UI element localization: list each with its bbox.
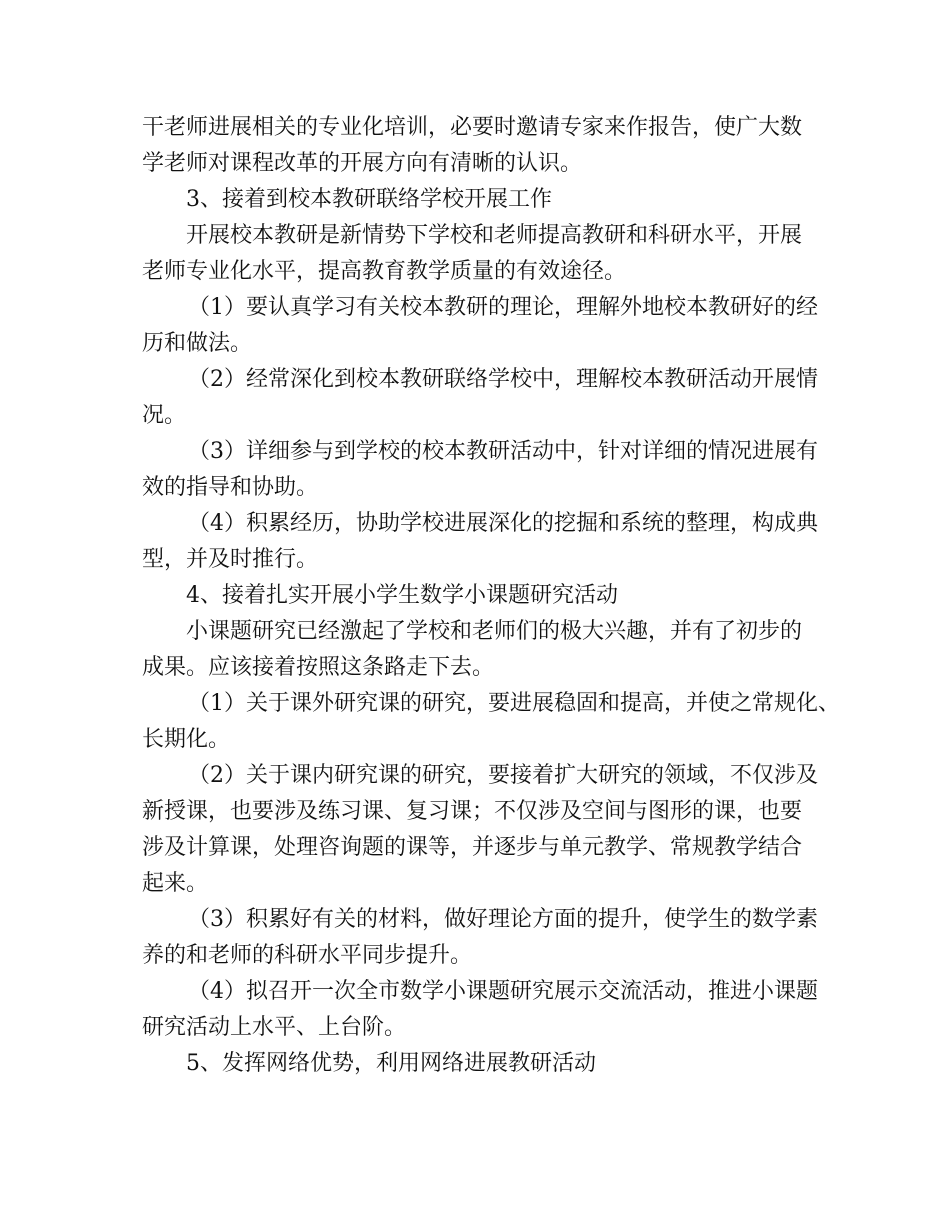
section-heading: 4、接着扎实开展小学生数学小课题研究活动: [186, 583, 618, 608]
document-body: [142, 110, 840, 1082]
list-item-line: 历和做法。: [142, 331, 253, 356]
section-heading: 5、发挥网络优势，利用网络进展教研活动: [186, 1051, 596, 1076]
paragraph-line: 小课题研究已经激起了学校和老师们的极大兴趣，并有了初步的: [186, 619, 803, 644]
list-item-line: （3）详细参与到学校的校本教研活动中，针对详细的情况进展有: [188, 439, 818, 464]
list-item-line: （1）要认真学习有关校本教研的理论，理解外地校本教研好的经: [188, 295, 818, 320]
list-item-line: 养的和老师的科研水平同步提升。: [142, 943, 473, 968]
paragraph-line: 成果。应该接着按照这条路走下去。: [142, 655, 495, 680]
section-heading: 3、接着到校本教研联络学校开展工作: [186, 187, 552, 212]
list-item-line: 效的指导和协助。: [142, 475, 319, 500]
list-item-line: （4）积累经历，协助学校进展深化的挖掘和系统的整理，构成典: [188, 511, 818, 536]
paragraph-line: 干老师进展相关的专业化培训，必要时邀请专家来作报告，使广大数: [142, 115, 803, 140]
list-item-line: 况。: [142, 403, 187, 428]
paragraph-line: 学老师对课程改革的开展方向有清晰的认识。: [142, 151, 583, 176]
list-item-line: 新授课，也要涉及练习课、复习课；不仅涉及空间与图形的课，也要: [142, 799, 803, 824]
list-item-line: （1）关于课外研究课的研究，要进展稳固和提高，并使之常规化、: [188, 691, 840, 716]
list-item-line: 长期化。: [142, 727, 231, 752]
paragraph-line: 开展校本教研是新情势下学校和老师提高教研和科研水平，开展: [186, 223, 803, 248]
paragraph-line: 老师专业化水平，提高教育教学质量的有效途径。: [142, 259, 627, 284]
list-item-line: （4）拟召开一次全市数学小课题研究展示交流活动，推进小课题: [188, 979, 818, 1004]
list-item-line: 研究活动上水平、上台阶。: [142, 1015, 407, 1040]
list-item-line: （2）关于课内研究课的研究，要接着扩大研究的领域，不仅涉及: [188, 763, 818, 788]
list-item-line: 型，并及时推行。: [142, 547, 319, 572]
list-item-line: （3）积累好有关的材料，做好理论方面的提升，使学生的数学素: [188, 907, 818, 932]
list-item-line: （2）经常深化到校本教研联络学校中，理解校本教研活动开展情: [188, 367, 818, 392]
list-item-line: 涉及计算课，处理咨询题的课等，并逐步与单元教学、常规教学结合: [142, 835, 803, 860]
list-item-line: 起来。: [142, 871, 209, 896]
